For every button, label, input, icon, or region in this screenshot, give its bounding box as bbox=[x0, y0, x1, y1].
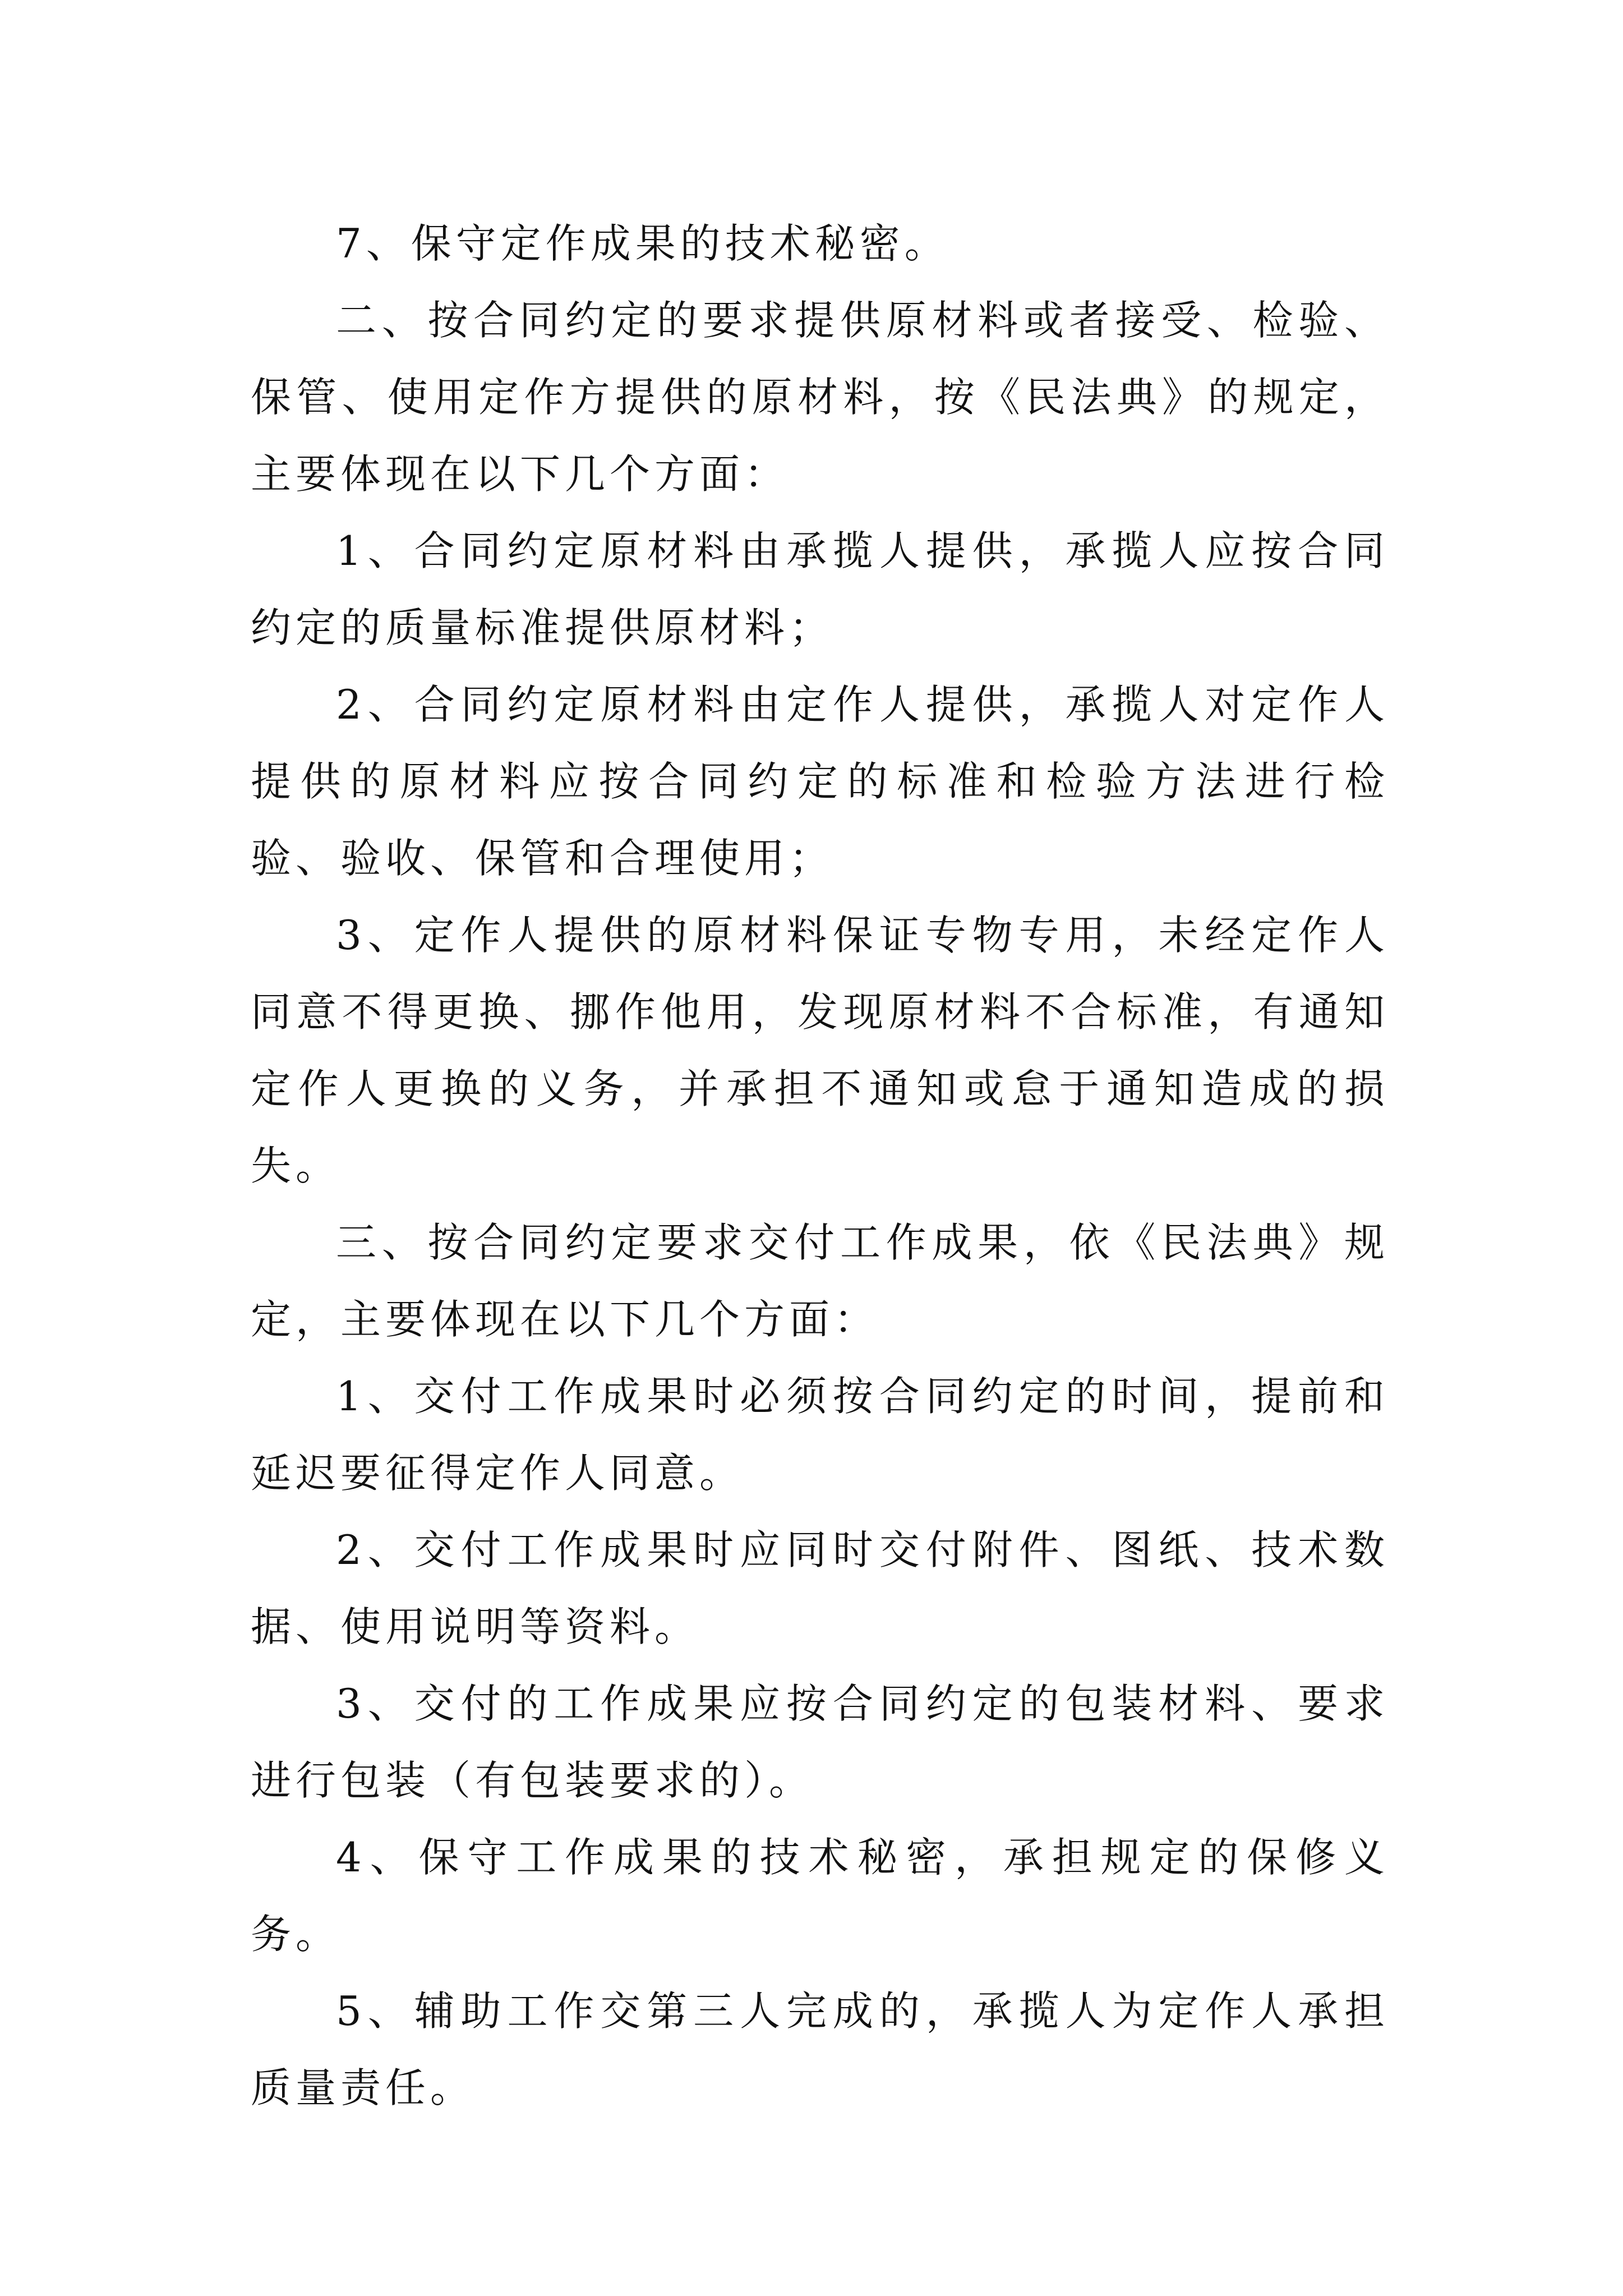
paragraph-delivery-4: 4、保守工作成果的技术秘密，承担规定的保修义务。 bbox=[251, 1834, 1389, 1958]
paragraph-materials-1: 1、合同约定原材料由承揽人提供，承揽人应按合同约定的质量标准提供原材料； bbox=[251, 527, 1389, 651]
paragraph-delivery-3: 3、交付的工作成果应按合同约定的包装材料、要求进行包装（有包装要求的）。 bbox=[251, 1680, 1389, 1804]
paragraph-materials-3: 3、定作人提供的原材料保证专物专用，未经定作人同意不得更换、挪作他用，发现原材料不合标准，有通知定作人更换的义务，并承担不通知或怠于通知造成的损失。 bbox=[251, 912, 1389, 1189]
paragraph-materials-2: 2、合同约定原材料由定作人提供，承揽人对定作人提供的原材料应按合同约定的标准和检验方法进行检 验、验收、保管和合理使用； bbox=[251, 681, 1435, 882]
paragraph-section-3-delivery: 三、按合同约定要求交付工作成果，依《民法典》规定，主要体现在以下几个方面： bbox=[251, 1219, 1389, 1343]
document-body bbox=[251, 205, 1435, 2127]
paragraph-section-2-materials: 二、按合同约定的要求提供原材料或者接受、检验、保管、使用定作方提供的原材料，按《民法典》的规定，主要体现在以下几个方面： bbox=[251, 297, 1389, 498]
paragraph-item-7-confidentiality: 7、保守定作成果的技术秘密。 bbox=[336, 220, 949, 267]
paragraph-delivery-5: 5、辅助工作交第三人完成的，承揽人为定作人承担质量责任。 bbox=[251, 1987, 1389, 2111]
paragraph-delivery-2: 2、交付工作成果时应同时交付附件、图纸、技术数据、使用说明等资料。 bbox=[251, 1526, 1389, 1650]
paragraph-delivery-1: 1、交付工作成果时必须按合同约定的时间，提前和延迟要征得定作人同意。 bbox=[251, 1373, 1389, 1497]
